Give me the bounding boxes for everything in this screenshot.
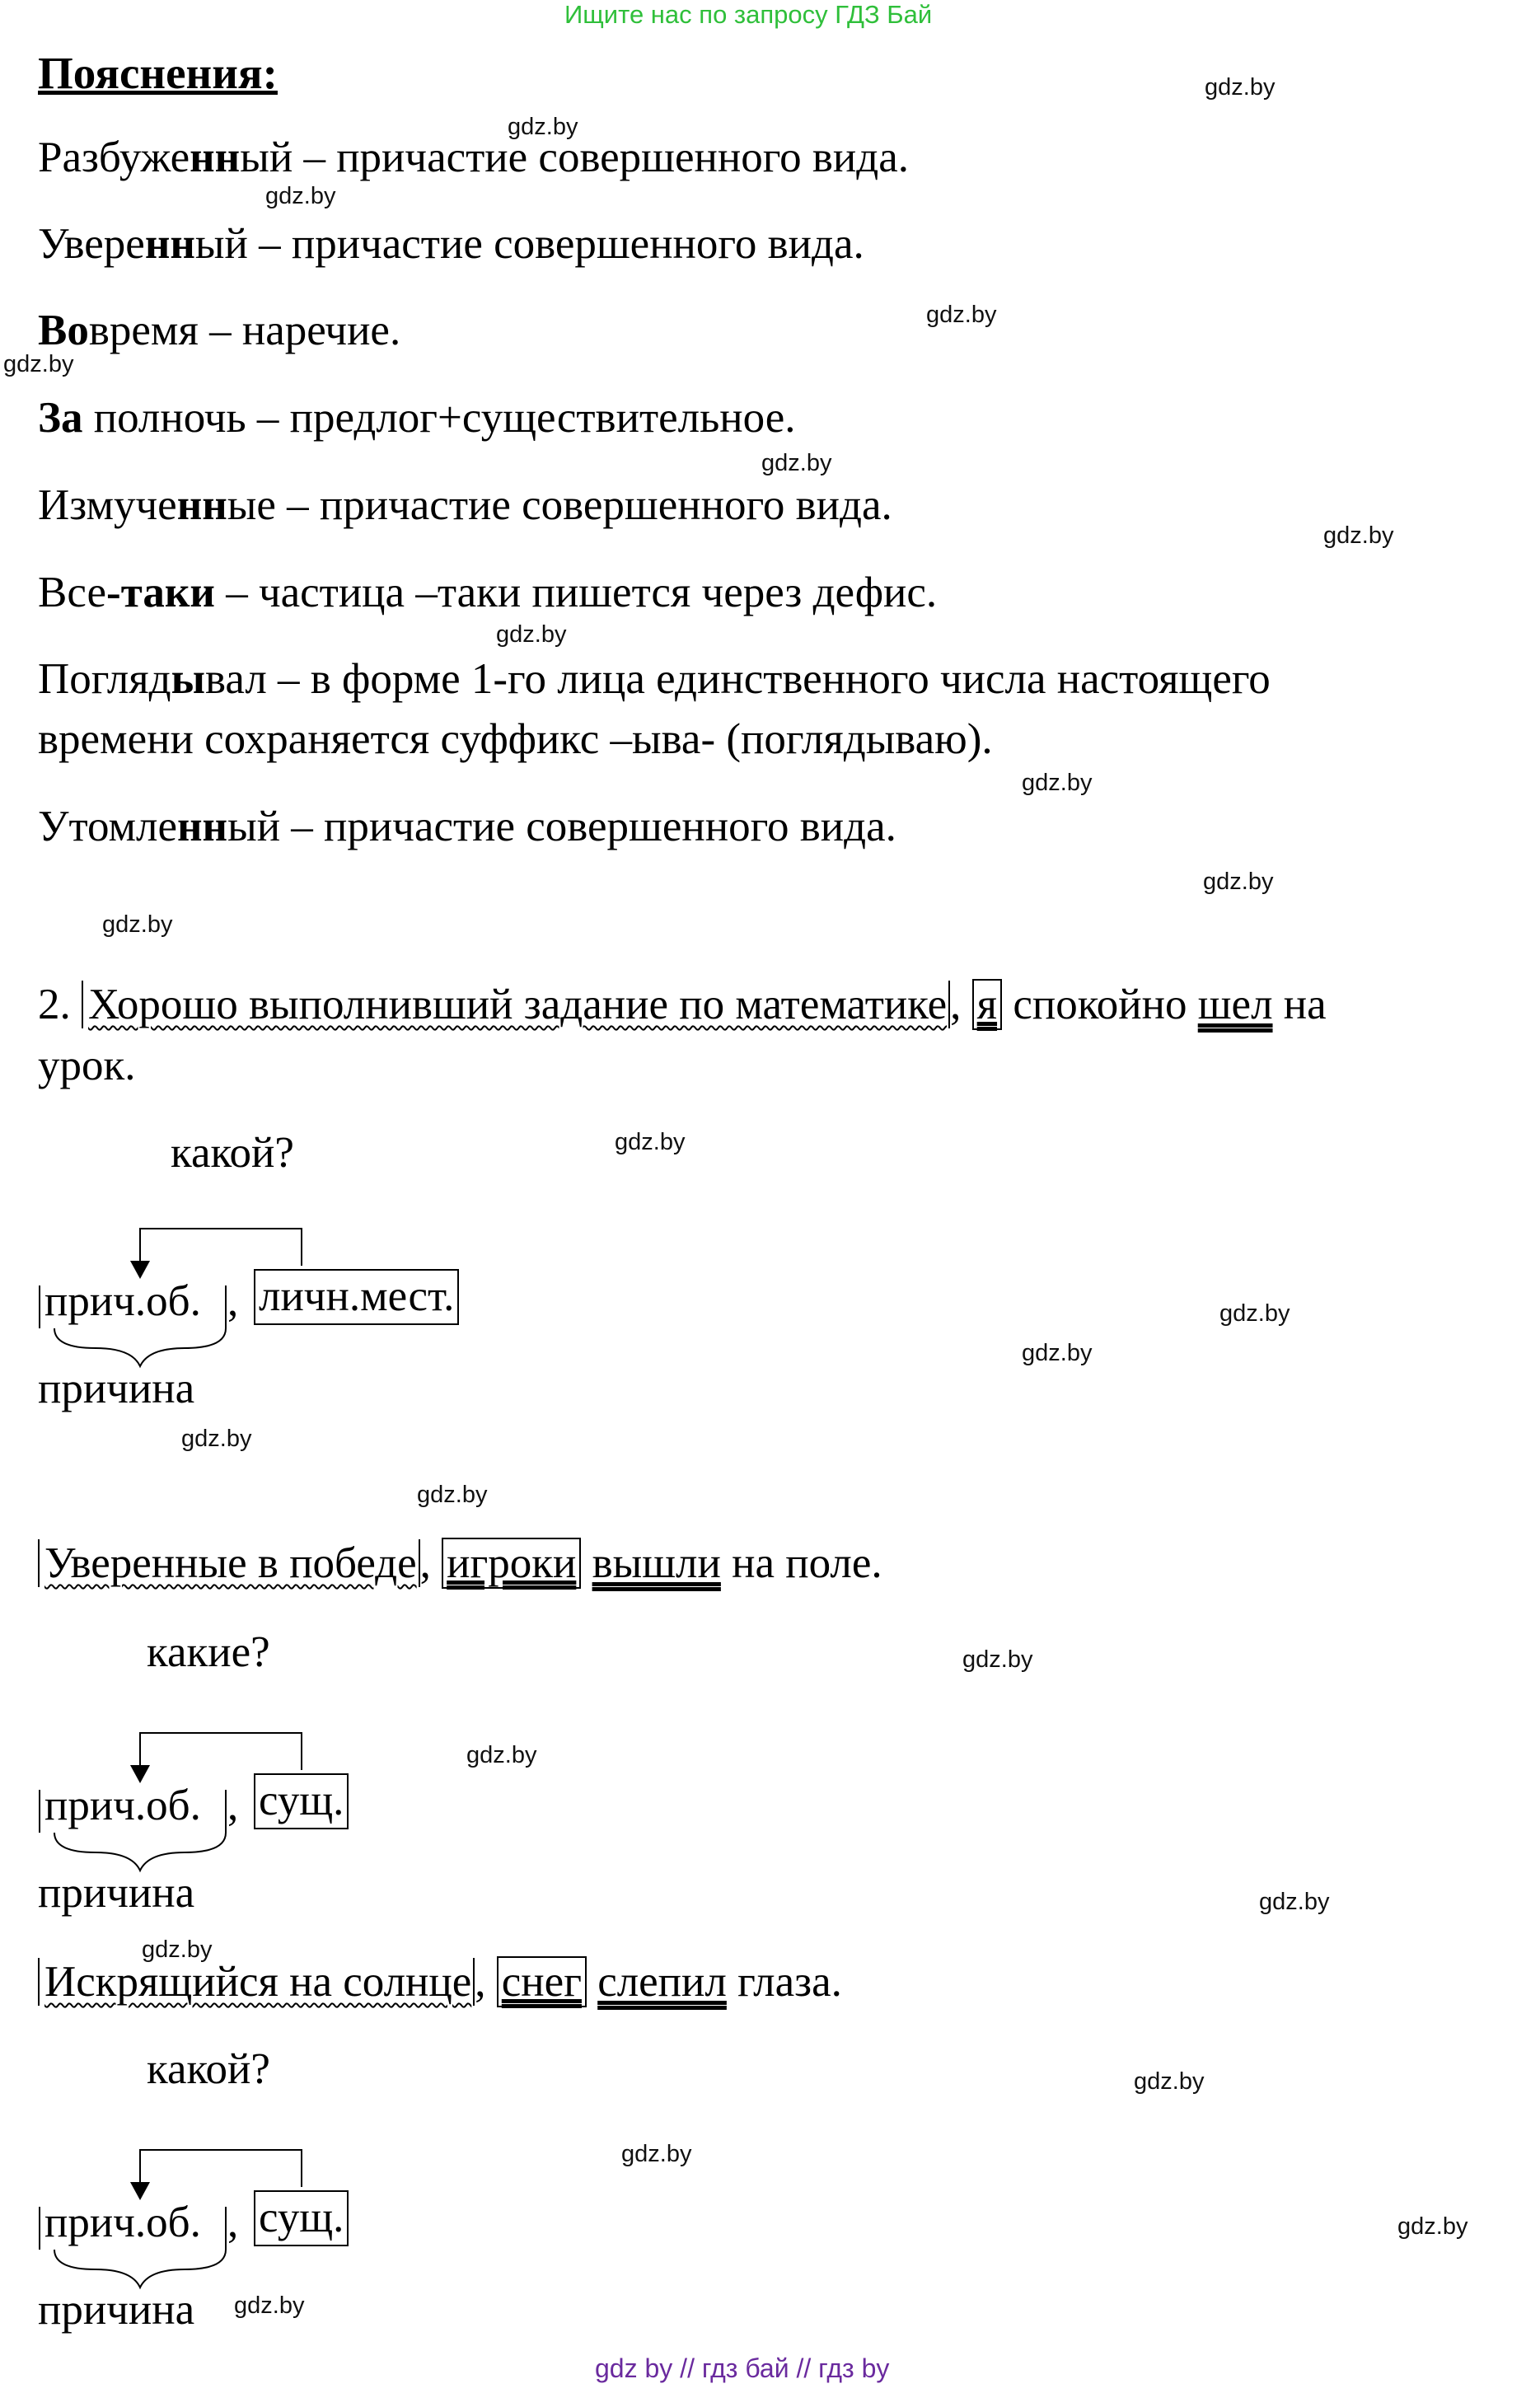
explanation-line: Вовремя – наречие. bbox=[38, 307, 401, 354]
participial-phrase: Уверенные в победе bbox=[38, 1539, 420, 1587]
watermark: gdz.by bbox=[761, 450, 832, 476]
explanation-line: Разбуженный – причастие совершенного вида. bbox=[38, 133, 910, 181]
scheme-meaning: причина bbox=[38, 1365, 195, 1412]
footer-links[interactable]: gdz by // гдз бай // гдз by bbox=[595, 2353, 890, 2383]
watermark: gdz.by bbox=[181, 1426, 252, 1452]
top-banner[interactable]: Ищите нас по запросу ГДЗ Бай bbox=[564, 0, 933, 29]
explanation-line: Поглядывал – в форме 1-го лица единственного числа настоящего bbox=[38, 655, 1271, 703]
watermark: gdz.by bbox=[1134, 2068, 1205, 2095]
scheme-word: сущ. bbox=[254, 1773, 349, 1829]
sentence-1: 2. Хорошо выполнивший задание по математике, я спокойно шел на bbox=[38, 981, 1327, 1028]
comma: , bbox=[227, 1782, 239, 1829]
explanation-line: Измученные – причастие совершенного вида. bbox=[38, 481, 892, 529]
watermark: gdz.by bbox=[1219, 1300, 1290, 1327]
predicate-word: слепил bbox=[597, 1958, 727, 2006]
watermark: gdz.by bbox=[102, 911, 173, 938]
watermark: gdz.by bbox=[962, 1646, 1033, 1673]
watermark: gdz.by bbox=[1203, 869, 1274, 895]
explanation-line: Утомленный – причастие совершенного вида. bbox=[38, 803, 896, 850]
scheme-participle: прич.об. bbox=[44, 1782, 201, 1829]
watermark: gdz.by bbox=[621, 2141, 692, 2167]
subject-word: снег bbox=[497, 1956, 587, 2007]
explanation-line: времени сохраняется суффикс –ыва- (поглядываю). bbox=[38, 715, 993, 763]
scheme-word: сущ. bbox=[254, 2190, 349, 2246]
watermark: gdz.by bbox=[1397, 2213, 1468, 2240]
sentence-1-end: урок. bbox=[38, 1042, 136, 1089]
sentence-2: Уверенные в победе, игроки вышли на поле. bbox=[38, 1538, 882, 1590]
scheme-participle: прич.об. bbox=[44, 2199, 201, 2246]
subject-word: игроки bbox=[442, 1538, 581, 1589]
scheme-word: личн.мест. bbox=[254, 1269, 459, 1325]
watermark: gdz.by bbox=[1205, 74, 1276, 101]
explanation-line: Все-таки – частица –таки пишется через дефис. bbox=[38, 569, 938, 616]
comma: , bbox=[227, 2199, 239, 2246]
watermark: gdz.by bbox=[1323, 522, 1394, 549]
predicate-word: вышли bbox=[592, 1539, 721, 1587]
watermark: gdz.by bbox=[1022, 770, 1093, 796]
scheme-meaning: причина bbox=[38, 1869, 195, 1917]
question: какие? bbox=[147, 1628, 270, 1676]
comma: , bbox=[227, 1277, 239, 1325]
explanation-line: За полночь – предлог+существительное. bbox=[38, 394, 796, 442]
explanation-line: Уверенный – причастие совершенного вида. bbox=[38, 220, 864, 268]
watermark: gdz.by bbox=[615, 1129, 686, 1155]
watermark: gdz.by bbox=[234, 2292, 305, 2319]
sentence-3: Искрящийся на солнце, снег слепил глаза. bbox=[38, 1956, 842, 2009]
participial-phrase: Хорошо выполнивший задание по математике bbox=[82, 981, 950, 1028]
participial-phrase: Искрящийся на солнце bbox=[38, 1958, 475, 2006]
watermark: gdz.by bbox=[1022, 1340, 1093, 1366]
subject-word: я bbox=[972, 979, 1002, 1030]
question: какой? bbox=[147, 2045, 270, 2093]
watermark: gdz.by bbox=[3, 351, 74, 377]
watermark: gdz.by bbox=[508, 114, 578, 140]
predicate-word: шел bbox=[1197, 981, 1273, 1028]
scheme-participle: прич.об. bbox=[44, 1277, 201, 1325]
watermark: gdz.by bbox=[926, 302, 997, 328]
watermark: gdz.by bbox=[466, 1742, 537, 1768]
watermark: gdz.by bbox=[142, 1936, 213, 1963]
scheme-meaning: причина bbox=[38, 2286, 195, 2334]
watermark: gdz.by bbox=[1259, 1889, 1330, 1915]
watermark: gdz.by bbox=[265, 183, 336, 209]
watermark: gdz.by bbox=[417, 1482, 488, 1508]
page-title: Пояснения: bbox=[38, 48, 278, 98]
question: какой? bbox=[171, 1129, 294, 1177]
watermark: gdz.by bbox=[496, 621, 567, 648]
